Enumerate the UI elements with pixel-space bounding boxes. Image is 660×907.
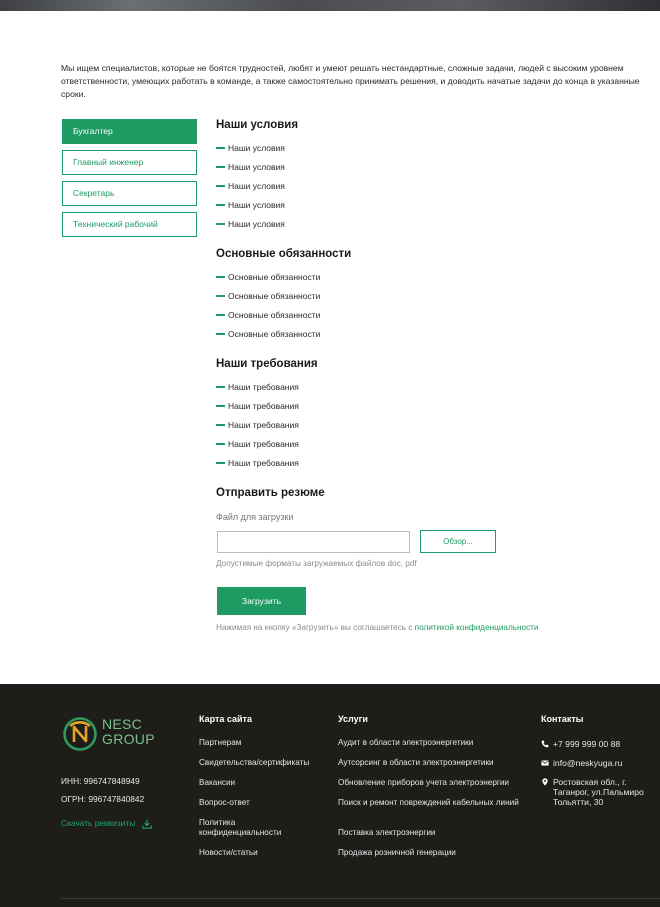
- dash-bullet: [216, 424, 225, 426]
- inn-text: ИНН: 996747848949: [61, 776, 140, 786]
- logo-wordmark: [102, 717, 155, 747]
- site-footer: [0, 684, 660, 907]
- intro-text: Мы ищем специалистов, которые не боятся трудностей, любят и умеют решать нестандартные, сложные задачи, людей с высоким уровнем ответственности, умеющих работать в команде, а также самостоятельно принимать решения, и доводить начатые задачи до конца в указанные сроки.: [61, 63, 640, 99]
- contact-phone-text: +7 999 999 00 88: [553, 739, 621, 749]
- list-item: [216, 401, 299, 412]
- mail-icon: [541, 759, 549, 767]
- dash-bullet: [216, 166, 225, 168]
- list-item: [216, 439, 299, 450]
- dash-bullet: [216, 333, 225, 335]
- policy-consent-text: [216, 623, 539, 632]
- list-item-text: Основные обязанности: [228, 310, 321, 320]
- list-item-text: Наши требования: [228, 420, 299, 430]
- phone-icon: [541, 740, 549, 748]
- file-upload-label: Файл для загрузки: [216, 512, 294, 522]
- sitemap-title: Карта сайта: [199, 714, 252, 724]
- list-item-text: Основные обязанности: [228, 329, 321, 339]
- logo-emblem-icon: [62, 716, 98, 752]
- dash-bullet: [216, 443, 225, 445]
- footer-link-certificates[interactable]: Свидетельства/сертификаты: [199, 758, 310, 767]
- services-title: Услуги: [338, 714, 368, 724]
- section-title-requirements: Наши требования: [216, 358, 318, 370]
- list-item-text: Наши условия: [228, 162, 285, 172]
- dash-bullet: [216, 147, 225, 149]
- footer-link-service-outsourcing[interactable]: Аутсорсинг в области электроэнергетики: [338, 758, 494, 767]
- list-item: [216, 420, 299, 431]
- list-item-text: Наши требования: [228, 401, 299, 411]
- list-item: [216, 219, 285, 230]
- policy-consent-prefix: Нажимая на кнопку «Загрузить» вы соглашаетесь с: [216, 623, 415, 632]
- list-item: [216, 291, 320, 302]
- list-item: [216, 310, 320, 321]
- dash-bullet: [216, 405, 225, 407]
- section-title-resume: Отправить резюме: [216, 487, 325, 499]
- list-item-text: Наши условия: [228, 219, 285, 229]
- footer-link-service-meters[interactable]: Обновление приборов учета электроэнергии: [338, 778, 510, 787]
- dash-bullet: [216, 276, 225, 278]
- dash-bullet: [216, 223, 225, 225]
- dash-bullet: [216, 295, 225, 297]
- dash-bullet: [216, 386, 225, 388]
- footer-link-service-cable-repair[interactable]: Поиск и ремонт повреждений кабельных линий: [338, 798, 519, 807]
- section-title-conditions: Наши условия: [216, 119, 299, 131]
- logo-line-2: GROUP: [102, 731, 155, 747]
- dash-bullet: [216, 204, 225, 206]
- vacancy-tab-secretary[interactable]: Секретарь: [62, 181, 197, 206]
- footer-link-vacancies[interactable]: Вакансии: [199, 778, 236, 787]
- footer-divider: [61, 898, 660, 899]
- list-item-text: Наши условия: [228, 181, 285, 191]
- list-item-text: Основные обязанности: [228, 272, 321, 282]
- footer-link-partners[interactable]: Партнерам: [199, 738, 242, 747]
- footer-link-service-audit[interactable]: Аудит в области электроэнергетики: [338, 738, 474, 747]
- contacts-title: Контакты: [541, 714, 584, 724]
- ogrn-text: ОГРН: 996747840842: [61, 794, 145, 804]
- list-item: [216, 143, 285, 154]
- hero-image-strip: [0, 0, 660, 11]
- vacancy-tab-technical-worker[interactable]: Технический рабочий: [62, 212, 197, 237]
- footer-link-service-supply[interactable]: Поставка электроэнергии: [338, 828, 436, 837]
- download-icon: [142, 819, 152, 829]
- footer-link-service-generation[interactable]: Продажа розничной генерации: [338, 848, 456, 857]
- logo-line-1: NESC: [102, 716, 143, 732]
- list-item-text: Основные обязанности: [228, 291, 321, 301]
- allowed-formats-hint: Допустимые форматы загружаемых файлов doc, pdf: [216, 559, 417, 568]
- list-item-text: Наши требования: [228, 439, 299, 449]
- dash-bullet: [216, 462, 225, 464]
- upload-button[interactable]: Загрузить: [217, 587, 306, 615]
- list-item-text: Наши требования: [228, 458, 299, 468]
- list-item-text: Наши требования: [228, 382, 299, 392]
- dash-bullet: [216, 185, 225, 187]
- contact-address-text: Ростовская обл., г. Таганрог, ул.Пальмиро Тольятти, 30: [553, 777, 644, 807]
- list-item: [216, 272, 320, 283]
- vacancy-list: [62, 119, 197, 243]
- list-item: [216, 458, 299, 469]
- footer-link-privacy-policy[interactable]: Политика конфиденциальности: [199, 818, 282, 837]
- list-item: [216, 200, 285, 211]
- list-item: [216, 162, 285, 173]
- location-pin-icon: [541, 778, 549, 786]
- list-item-text: Наши условия: [228, 200, 285, 210]
- download-requisites-label: Скачать реквизиты: [61, 818, 136, 828]
- contact-email-text: info@neskyuga.ru: [553, 758, 623, 768]
- list-item: [216, 382, 299, 393]
- vacancy-tab-chief-engineer[interactable]: Главный инженер: [62, 150, 197, 175]
- privacy-policy-link[interactable]: политикой конфиденциальности: [414, 623, 539, 632]
- footer-link-news[interactable]: Новости/статьи: [199, 848, 258, 857]
- footer-link-faq[interactable]: Вопрос-ответ: [199, 798, 250, 807]
- file-path-input[interactable]: [217, 531, 410, 553]
- dash-bullet: [216, 314, 225, 316]
- section-title-duties: Основные обязанности: [216, 248, 352, 260]
- download-requisites-link[interactable]: [61, 818, 152, 829]
- vacancy-tab-accountant[interactable]: Бухгалтер: [62, 119, 197, 144]
- list-item-text: Наши условия: [228, 143, 285, 153]
- list-item: [216, 181, 285, 192]
- list-item: [216, 329, 320, 340]
- browse-button[interactable]: Обзор...: [420, 530, 496, 553]
- company-logo[interactable]: [62, 714, 157, 754]
